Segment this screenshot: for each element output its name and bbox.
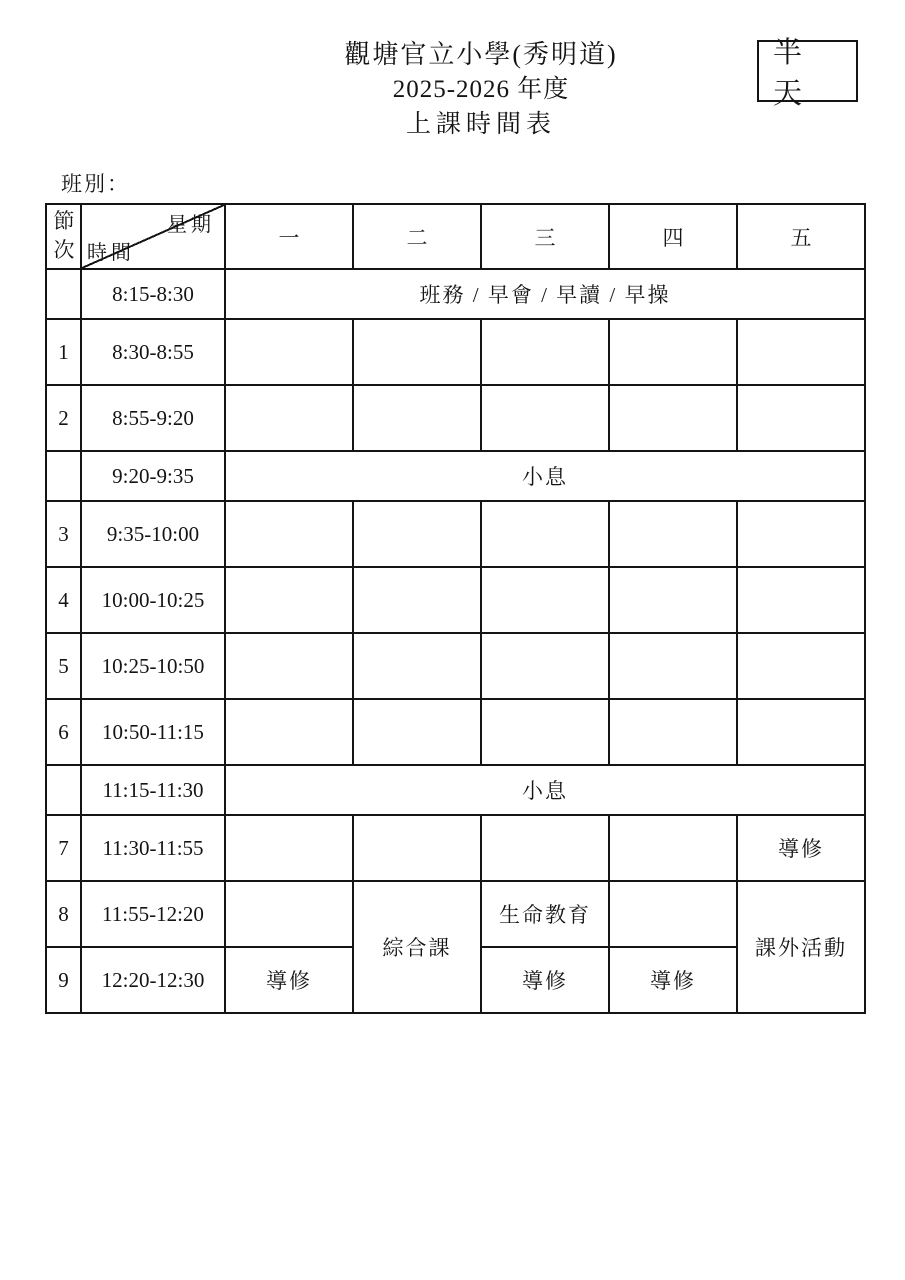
day-label-fri: 五	[737, 204, 865, 269]
period-cell	[46, 451, 81, 501]
day-axis-label: 星期	[167, 214, 215, 236]
school-name: 觀塘官立小學(秀明道)	[344, 40, 618, 69]
half-day-badge	[757, 37, 858, 110]
timetable-cell	[481, 815, 609, 881]
time-cell: 10:00-10:25	[81, 567, 225, 633]
time-cell: 9:35-10:00	[81, 501, 225, 567]
day-label-tue: 二	[353, 204, 481, 269]
timetable-cell	[225, 385, 353, 451]
time-cell: 8:55-9:20	[81, 385, 225, 451]
timetable-cell	[225, 319, 353, 385]
time-cell: 12:20-12:30	[81, 947, 225, 1013]
timetable-cell	[353, 567, 481, 633]
timetable-cell	[353, 633, 481, 699]
timetable-cell: 導修	[481, 947, 609, 1013]
timetable-cell	[225, 699, 353, 765]
timetable-cell	[225, 815, 353, 881]
timetable-cell	[737, 501, 865, 567]
timetable-row	[46, 699, 865, 765]
time-cell: 10:25-10:50	[81, 633, 225, 699]
timetable-cell	[737, 319, 865, 385]
timetable-row	[46, 881, 865, 947]
header-row	[46, 204, 865, 269]
timetable-cell: 生命教育	[481, 881, 609, 947]
day-time-corner-cell	[81, 204, 225, 269]
day-label-mon: 一	[225, 204, 353, 269]
timetable-cell	[225, 633, 353, 699]
period-header-line2: 次	[53, 238, 75, 262]
day-label-wed: 三	[481, 204, 609, 269]
time-cell: 11:15-11:30	[81, 765, 225, 815]
timetable-cell	[353, 319, 481, 385]
timetable-cell	[609, 319, 737, 385]
period-cell	[46, 269, 81, 319]
timetable-cell	[225, 501, 353, 567]
school-year: 2025-2026 年度	[392, 76, 570, 103]
timetable-row	[46, 319, 865, 385]
half-day-badge-label: 半天	[773, 37, 817, 110]
timetable-cell: 導修	[609, 947, 737, 1013]
time-cell: 10:50-11:15	[81, 699, 225, 765]
timetable-cell	[481, 501, 609, 567]
time-cell: 9:20-9:35	[81, 451, 225, 501]
timetable-row	[46, 385, 865, 451]
period-cell: 2	[46, 385, 81, 451]
period-cell: 8	[46, 881, 81, 947]
period-cell	[46, 765, 81, 815]
timetable-cell	[609, 501, 737, 567]
timetable-cell: 導修	[737, 815, 865, 881]
timetable-row	[46, 501, 865, 567]
period-cell: 5	[46, 633, 81, 699]
time-cell: 11:55-12:20	[81, 881, 225, 947]
timetable-cell	[353, 815, 481, 881]
assembly-row	[46, 269, 865, 319]
timetable-cell	[609, 815, 737, 881]
period-header-cell	[46, 204, 81, 269]
timetable-row	[46, 815, 865, 881]
recess-row	[46, 451, 865, 501]
period-cell: 9	[46, 947, 81, 1013]
timetable-cell	[353, 385, 481, 451]
recess-row	[46, 765, 865, 815]
period-cell: 4	[46, 567, 81, 633]
timetable-cell	[609, 567, 737, 633]
class-label: 班別：	[61, 172, 130, 196]
timetable-cell	[481, 567, 609, 633]
period-cell: 7	[46, 815, 81, 881]
assembly-span-cell: 班務 / 早會 / 早讀 / 早操	[225, 269, 865, 319]
recess-span-cell: 小息	[225, 451, 865, 501]
time-cell: 8:30-8:55	[81, 319, 225, 385]
timetable-row	[46, 567, 865, 633]
timetable-cell: 導修	[225, 947, 353, 1013]
timetable-cell: 課外活動	[737, 881, 865, 1013]
period-header-line1: 節	[53, 209, 75, 233]
timetable-cell	[225, 567, 353, 633]
day-label-thu: 四	[609, 204, 737, 269]
timetable-row	[46, 633, 865, 699]
timetable-cell	[737, 699, 865, 765]
timetable-cell	[481, 319, 609, 385]
timetable-cell	[609, 633, 737, 699]
timetable-cell	[353, 501, 481, 567]
period-cell: 1	[46, 319, 81, 385]
time-cell: 8:15-8:30	[81, 269, 225, 319]
timetable	[45, 203, 866, 1014]
timetable-cell	[737, 633, 865, 699]
recess-span-cell: 小息	[225, 765, 865, 815]
timetable-cell	[481, 633, 609, 699]
timetable-cell	[609, 699, 737, 765]
timetable-cell	[737, 385, 865, 451]
timetable-cell	[481, 699, 609, 765]
doc-title: 上課時間表	[405, 111, 556, 138]
timetable-cell	[225, 881, 353, 947]
timetable-cell: 綜合課	[353, 881, 481, 1013]
time-axis-label: 時間	[87, 242, 135, 264]
timetable-cell	[737, 567, 865, 633]
period-cell: 6	[46, 699, 81, 765]
period-cell: 3	[46, 501, 81, 567]
time-cell: 11:30-11:55	[81, 815, 225, 881]
timetable-cell	[353, 699, 481, 765]
timetable-cell	[481, 385, 609, 451]
timetable-cell	[609, 881, 737, 947]
timetable-cell	[609, 385, 737, 451]
